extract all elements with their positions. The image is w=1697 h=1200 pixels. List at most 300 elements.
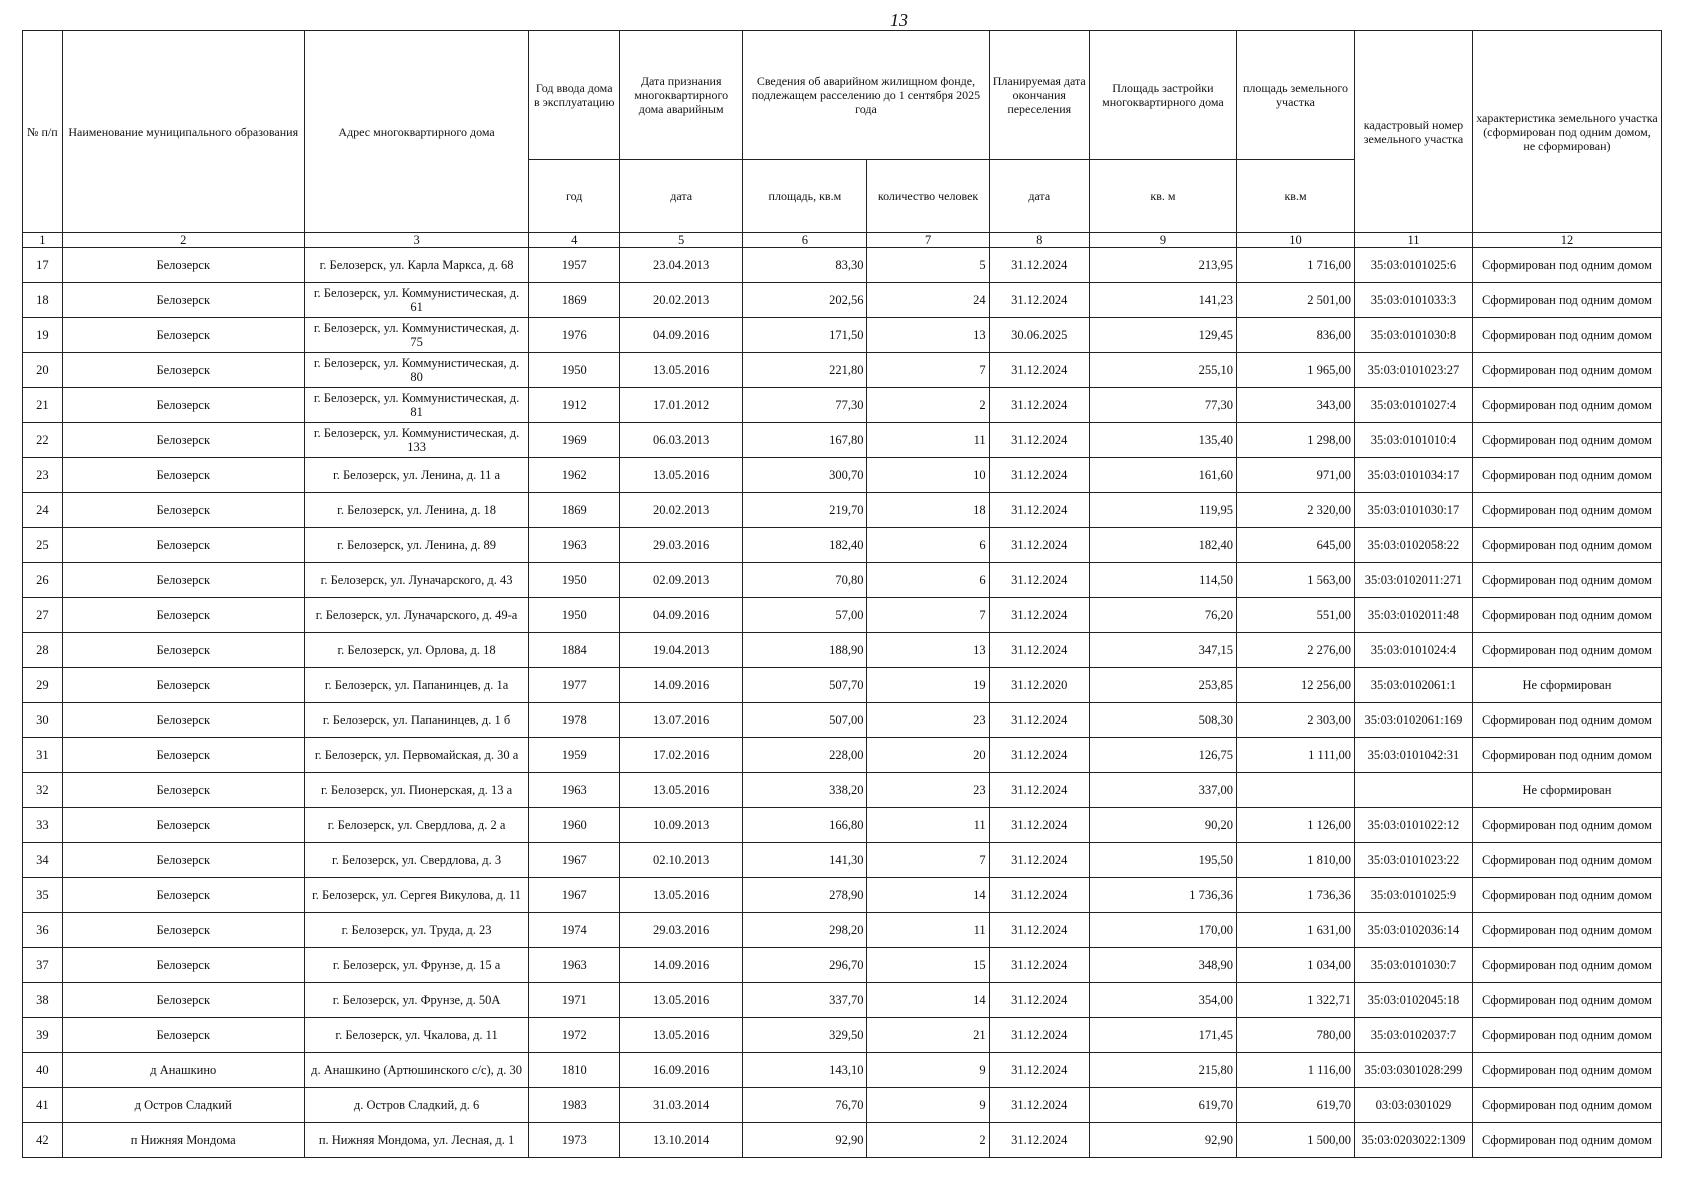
date-cell: 13.05.2016 — [620, 773, 743, 808]
municipality-cell: Белозерск — [62, 353, 304, 388]
address-cell: г. Белозерск, ул. Труда, д. 23 — [304, 913, 528, 948]
land-area-cell: 343,00 — [1237, 388, 1355, 423]
planned-date-cell: 31.12.2024 — [989, 948, 1089, 983]
area-cell: 182,40 — [743, 528, 867, 563]
column-number-row — [23, 233, 1662, 248]
cadastral-cell: 35:03:0101023:22 — [1354, 843, 1472, 878]
table-row — [23, 1123, 1662, 1158]
people-cell: 13 — [867, 318, 989, 353]
land-char-cell: Сформирован под одним домом — [1472, 1123, 1661, 1158]
address-cell: г. Белозерск, ул. Первомайская, д. 30 а — [304, 738, 528, 773]
address-cell: г. Белозерск, ул. Луначарского, д. 43 — [304, 563, 528, 598]
building-area-cell: 213,95 — [1089, 248, 1236, 283]
people-cell: 6 — [867, 528, 989, 563]
land-area-cell: 971,00 — [1237, 458, 1355, 493]
address-cell: г. Белозерск, ул. Луначарского, д. 49-а — [304, 598, 528, 633]
land-char-cell: Сформирован под одним домом — [1472, 598, 1661, 633]
land-char-cell: Сформирован под одним домом — [1472, 948, 1661, 983]
area-cell: 92,90 — [743, 1123, 867, 1158]
address-cell: г. Белозерск, ул. Орлова, д. 18 — [304, 633, 528, 668]
year-cell: 1976 — [529, 318, 620, 353]
building-area-cell: 77,30 — [1089, 388, 1236, 423]
planned-date-cell: 31.12.2024 — [989, 738, 1089, 773]
table-row — [23, 388, 1662, 423]
planned-date-cell: 31.12.2024 — [989, 493, 1089, 528]
year-cell: 1884 — [529, 633, 620, 668]
column-number: 9 — [1089, 233, 1236, 248]
year-cell: 1959 — [529, 738, 620, 773]
planned-date-cell: 31.12.2024 — [989, 353, 1089, 388]
building-area-cell: 170,00 — [1089, 913, 1236, 948]
municipality-cell: Белозерск — [62, 738, 304, 773]
land-area-cell: 1 563,00 — [1237, 563, 1355, 598]
land-char-cell: Сформирован под одним домом — [1472, 388, 1661, 423]
land-area-cell: 1 111,00 — [1237, 738, 1355, 773]
people-cell: 9 — [867, 1088, 989, 1123]
planned-date-cell: 31.12.2024 — [989, 808, 1089, 843]
land-area-cell: 1 736,36 — [1237, 878, 1355, 913]
land-char-cell: Сформирован под одним домом — [1472, 1018, 1661, 1053]
municipality-cell: д Остров Сладкий — [62, 1088, 304, 1123]
date-cell: 19.04.2013 — [620, 633, 743, 668]
table-body — [23, 248, 1662, 1158]
land-area-cell: 1 500,00 — [1237, 1123, 1355, 1158]
land-char-cell: Сформирован под одним домом — [1472, 283, 1661, 318]
municipality-cell: Белозерск — [62, 388, 304, 423]
year-cell: 1957 — [529, 248, 620, 283]
year-cell: 1977 — [529, 668, 620, 703]
municipality-cell: Белозерск — [62, 668, 304, 703]
cadastral-cell: 35:03:0301028:299 — [1354, 1053, 1472, 1088]
area-cell: 329,50 — [743, 1018, 867, 1053]
date-cell: 20.02.2013 — [620, 283, 743, 318]
row-number: 24 — [23, 493, 63, 528]
municipality-cell: Белозерск — [62, 878, 304, 913]
table-row — [23, 248, 1662, 283]
address-cell: д. Остров Сладкий, д. 6 — [304, 1088, 528, 1123]
people-cell: 11 — [867, 423, 989, 458]
land-char-cell: Сформирован под одним домом — [1472, 1088, 1661, 1123]
cadastral-cell: 35:03:0203022:1309 — [1354, 1123, 1472, 1158]
building-area-cell: 347,15 — [1089, 633, 1236, 668]
header-num: № п/п — [23, 31, 63, 233]
municipality-cell: Белозерск — [62, 703, 304, 738]
row-number: 37 — [23, 948, 63, 983]
land-area-cell: 836,00 — [1237, 318, 1355, 353]
date-cell: 04.09.2016 — [620, 598, 743, 633]
planned-date-cell: 31.12.2024 — [989, 423, 1089, 458]
municipality-cell: Белозерск — [62, 423, 304, 458]
address-cell: г. Белозерск, ул. Пионерская, д. 13 а — [304, 773, 528, 808]
municipality-cell: Белозерск — [62, 843, 304, 878]
building-area-cell: 354,00 — [1089, 983, 1236, 1018]
area-cell: 202,56 — [743, 283, 867, 318]
address-cell: г. Белозерск, ул. Коммунистическая, д. 81 — [304, 388, 528, 423]
date-cell: 06.03.2013 — [620, 423, 743, 458]
planned-date-cell: 31.12.2024 — [989, 703, 1089, 738]
row-number: 39 — [23, 1018, 63, 1053]
table-row — [23, 738, 1662, 773]
date-cell: 29.03.2016 — [620, 528, 743, 563]
header-fund: Сведения об аварийном жилищном фонде, подлежащем расселению до 1 сентября 2025 года — [743, 31, 989, 160]
emergency-housing-table — [22, 30, 1662, 1158]
table-row — [23, 423, 1662, 458]
date-cell: 29.03.2016 — [620, 913, 743, 948]
row-number: 28 — [23, 633, 63, 668]
planned-date-cell: 31.12.2024 — [989, 633, 1089, 668]
year-cell: 1962 — [529, 458, 620, 493]
municipality-cell: Белозерск — [62, 983, 304, 1018]
address-cell: д. Анашкино (Артюшинского с/с), д. 30 — [304, 1053, 528, 1088]
row-number: 32 — [23, 773, 63, 808]
municipality-cell: Белозерск — [62, 598, 304, 633]
land-area-cell: 780,00 — [1237, 1018, 1355, 1053]
date-cell: 10.09.2013 — [620, 808, 743, 843]
people-cell: 11 — [867, 808, 989, 843]
table-row — [23, 983, 1662, 1018]
planned-date-cell: 31.12.2024 — [989, 458, 1089, 493]
year-cell: 1950 — [529, 563, 620, 598]
address-cell: г. Белозерск, ул. Папанинцев, д. 1а — [304, 668, 528, 703]
people-cell: 19 — [867, 668, 989, 703]
column-number: 5 — [620, 233, 743, 248]
cadastral-cell: 35:03:0101022:12 — [1354, 808, 1472, 843]
land-char-cell: Сформирован под одним домом — [1472, 983, 1661, 1018]
date-cell: 13.05.2016 — [620, 353, 743, 388]
cadastral-cell: 35:03:0102061:1 — [1354, 668, 1472, 703]
address-cell: г. Белозерск, ул. Коммунистическая, д. 61 — [304, 283, 528, 318]
row-number: 19 — [23, 318, 63, 353]
subheader-year: год — [529, 160, 620, 233]
land-area-cell: 1 126,00 — [1237, 808, 1355, 843]
table-row — [23, 528, 1662, 563]
planned-date-cell: 31.12.2020 — [989, 668, 1089, 703]
area-cell: 70,80 — [743, 563, 867, 598]
people-cell: 18 — [867, 493, 989, 528]
area-cell: 296,70 — [743, 948, 867, 983]
area-cell: 300,70 — [743, 458, 867, 493]
land-area-cell: 1 716,00 — [1237, 248, 1355, 283]
planned-date-cell: 31.12.2024 — [989, 843, 1089, 878]
land-area-cell: 2 276,00 — [1237, 633, 1355, 668]
land-char-cell: Сформирован под одним домом — [1472, 318, 1661, 353]
address-cell: г. Белозерск, ул. Свердлова, д. 3 — [304, 843, 528, 878]
land-area-cell: 645,00 — [1237, 528, 1355, 563]
planned-date-cell: 31.12.2024 — [989, 1088, 1089, 1123]
year-cell: 1983 — [529, 1088, 620, 1123]
cadastral-cell: 35:03:0102058:22 — [1354, 528, 1472, 563]
land-char-cell: Сформирован под одним домом — [1472, 353, 1661, 388]
municipality-cell: Белозерск — [62, 458, 304, 493]
year-cell: 1971 — [529, 983, 620, 1018]
building-area-cell: 161,60 — [1089, 458, 1236, 493]
row-number: 41 — [23, 1088, 63, 1123]
row-number: 17 — [23, 248, 63, 283]
building-area-cell: 126,75 — [1089, 738, 1236, 773]
land-char-cell: Сформирован под одним домом — [1472, 913, 1661, 948]
municipality-cell: Белозерск — [62, 948, 304, 983]
column-number: 11 — [1354, 233, 1472, 248]
land-area-cell: 1 034,00 — [1237, 948, 1355, 983]
municipality-cell: п Нижняя Мондома — [62, 1123, 304, 1158]
municipality-cell: Белозерск — [62, 493, 304, 528]
building-area-cell: 215,80 — [1089, 1053, 1236, 1088]
date-cell: 13.10.2014 — [620, 1123, 743, 1158]
building-area-cell: 195,50 — [1089, 843, 1236, 878]
cadastral-cell: 35:03:0101030:7 — [1354, 948, 1472, 983]
date-cell: 02.10.2013 — [620, 843, 743, 878]
land-char-cell: Сформирован под одним домом — [1472, 248, 1661, 283]
row-number: 18 — [23, 283, 63, 318]
address-cell: г. Белозерск, ул. Фрунзе, д. 15 а — [304, 948, 528, 983]
planned-date-cell: 31.12.2024 — [989, 913, 1089, 948]
row-number: 38 — [23, 983, 63, 1018]
land-char-cell: Не сформирован — [1472, 773, 1661, 808]
cadastral-cell: 03:03:0301029 — [1354, 1088, 1472, 1123]
land-area-cell: 1 116,00 — [1237, 1053, 1355, 1088]
planned-date-cell: 31.12.2024 — [989, 878, 1089, 913]
cadastral-cell: 35:03:0102045:18 — [1354, 983, 1472, 1018]
date-cell: 04.09.2016 — [620, 318, 743, 353]
year-cell: 1973 — [529, 1123, 620, 1158]
area-cell: 171,50 — [743, 318, 867, 353]
land-char-cell: Сформирован под одним домом — [1472, 458, 1661, 493]
header-date-emergency: Дата признания многоквартирного дома аварийным — [620, 31, 743, 160]
row-number: 35 — [23, 878, 63, 913]
people-cell: 24 — [867, 283, 989, 318]
cadastral-cell: 35:03:0101034:17 — [1354, 458, 1472, 493]
address-cell: г. Белозерск, ул. Коммунистическая, д. 80 — [304, 353, 528, 388]
subheader-people: количество человек — [867, 160, 989, 233]
land-area-cell: 1 298,00 — [1237, 423, 1355, 458]
table-row — [23, 633, 1662, 668]
building-area-cell: 255,10 — [1089, 353, 1236, 388]
area-cell: 167,80 — [743, 423, 867, 458]
column-number: 3 — [304, 233, 528, 248]
land-char-cell: Сформирован под одним домом — [1472, 493, 1661, 528]
table-row — [23, 913, 1662, 948]
address-cell: г. Белозерск, ул. Папанинцев, д. 1 б — [304, 703, 528, 738]
building-area-cell: 182,40 — [1089, 528, 1236, 563]
date-cell: 17.02.2016 — [620, 738, 743, 773]
date-cell: 16.09.2016 — [620, 1053, 743, 1088]
people-cell: 10 — [867, 458, 989, 493]
land-char-cell: Сформирован под одним домом — [1472, 703, 1661, 738]
land-area-cell: 1 322,71 — [1237, 983, 1355, 1018]
table-row — [23, 318, 1662, 353]
land-area-cell: 12 256,00 — [1237, 668, 1355, 703]
table-row — [23, 458, 1662, 493]
subheader-date: дата — [620, 160, 743, 233]
cadastral-cell: 35:03:0101042:31 — [1354, 738, 1472, 773]
area-cell: 77,30 — [743, 388, 867, 423]
address-cell: п. Нижняя Мондома, ул. Лесная, д. 1 — [304, 1123, 528, 1158]
people-cell: 7 — [867, 843, 989, 878]
year-cell: 1912 — [529, 388, 620, 423]
area-cell: 83,30 — [743, 248, 867, 283]
subheader-planned: дата — [989, 160, 1089, 233]
year-cell: 1978 — [529, 703, 620, 738]
area-cell: 278,90 — [743, 878, 867, 913]
column-number: 7 — [867, 233, 989, 248]
people-cell: 2 — [867, 388, 989, 423]
land-area-cell: 2 303,00 — [1237, 703, 1355, 738]
people-cell: 20 — [867, 738, 989, 773]
building-area-cell: 129,45 — [1089, 318, 1236, 353]
date-cell: 13.05.2016 — [620, 983, 743, 1018]
address-cell: г. Белозерск, ул. Карла Маркса, д. 68 — [304, 248, 528, 283]
area-cell: 143,10 — [743, 1053, 867, 1088]
date-cell: 13.05.2016 — [620, 878, 743, 913]
cadastral-cell: 35:03:0102011:271 — [1354, 563, 1472, 598]
building-area-cell: 92,90 — [1089, 1123, 1236, 1158]
row-number: 21 — [23, 388, 63, 423]
row-number: 27 — [23, 598, 63, 633]
table-row — [23, 668, 1662, 703]
address-cell: г. Белозерск, ул. Ленина, д. 11 а — [304, 458, 528, 493]
cadastral-cell: 35:03:0101025:9 — [1354, 878, 1472, 913]
cadastral-cell: 35:03:0101025:6 — [1354, 248, 1472, 283]
header-municipality: Наименование муниципального образования — [62, 31, 304, 233]
area-cell: 141,30 — [743, 843, 867, 878]
building-area-cell: 348,90 — [1089, 948, 1236, 983]
row-number: 42 — [23, 1123, 63, 1158]
column-number: 10 — [1237, 233, 1355, 248]
date-cell: 23.04.2013 — [620, 248, 743, 283]
land-char-cell: Сформирован под одним домом — [1472, 808, 1661, 843]
address-cell: г. Белозерск, ул. Ленина, д. 89 — [304, 528, 528, 563]
area-cell: 507,70 — [743, 668, 867, 703]
area-cell: 166,80 — [743, 808, 867, 843]
cadastral-cell: 35:03:0101027:4 — [1354, 388, 1472, 423]
land-area-cell: 619,70 — [1237, 1088, 1355, 1123]
cadastral-cell: 35:03:0102011:48 — [1354, 598, 1472, 633]
people-cell: 23 — [867, 773, 989, 808]
building-area-cell: 90,20 — [1089, 808, 1236, 843]
year-cell: 1969 — [529, 423, 620, 458]
column-number: 8 — [989, 233, 1089, 248]
planned-date-cell: 31.12.2024 — [989, 598, 1089, 633]
table-row — [23, 843, 1662, 878]
municipality-cell: Белозерск — [62, 248, 304, 283]
year-cell: 1972 — [529, 1018, 620, 1053]
table-row — [23, 948, 1662, 983]
page-number: 13 — [890, 10, 908, 30]
municipality-cell: Белозерск — [62, 1018, 304, 1053]
table-row — [23, 703, 1662, 738]
municipality-cell: Белозерск — [62, 633, 304, 668]
land-area-cell: 1 965,00 — [1237, 353, 1355, 388]
cadastral-cell: 35:03:0101010:4 — [1354, 423, 1472, 458]
year-cell: 1869 — [529, 283, 620, 318]
planned-date-cell: 30.06.2025 — [989, 318, 1089, 353]
year-cell: 1974 — [529, 913, 620, 948]
year-cell: 1963 — [529, 528, 620, 563]
area-cell: 228,00 — [743, 738, 867, 773]
address-cell: г. Белозерск, ул. Чкалова, д. 11 — [304, 1018, 528, 1053]
date-cell: 02.09.2013 — [620, 563, 743, 598]
area-cell: 337,70 — [743, 983, 867, 1018]
land-char-cell: Сформирован под одним домом — [1472, 878, 1661, 913]
table-row — [23, 493, 1662, 528]
cadastral-cell: 35:03:0101030:17 — [1354, 493, 1472, 528]
land-area-cell: 2 501,00 — [1237, 283, 1355, 318]
address-cell: г. Белозерск, ул. Сергея Викулова, д. 11 — [304, 878, 528, 913]
date-cell: 17.01.2012 — [620, 388, 743, 423]
address-cell: г. Белозерск, ул. Коммунистическая, д. 75 — [304, 318, 528, 353]
date-cell: 14.09.2016 — [620, 948, 743, 983]
cadastral-cell: 35:03:0102037:7 — [1354, 1018, 1472, 1053]
land-char-cell: Сформирован под одним домом — [1472, 528, 1661, 563]
column-number: 1 — [23, 233, 63, 248]
date-cell: 13.05.2016 — [620, 1018, 743, 1053]
building-area-cell: 508,30 — [1089, 703, 1236, 738]
year-cell: 1967 — [529, 878, 620, 913]
row-number: 31 — [23, 738, 63, 773]
table-row — [23, 878, 1662, 913]
row-number: 20 — [23, 353, 63, 388]
people-cell: 13 — [867, 633, 989, 668]
area-cell: 219,70 — [743, 493, 867, 528]
people-cell: 14 — [867, 983, 989, 1018]
land-char-cell: Сформирован под одним домом — [1472, 423, 1661, 458]
area-cell: 338,20 — [743, 773, 867, 808]
building-area-cell: 253,85 — [1089, 668, 1236, 703]
year-cell: 1963 — [529, 948, 620, 983]
table-row — [23, 283, 1662, 318]
row-number: 34 — [23, 843, 63, 878]
planned-date-cell: 31.12.2024 — [989, 1018, 1089, 1053]
table-row — [23, 1018, 1662, 1053]
people-cell: 15 — [867, 948, 989, 983]
building-area-cell: 1 736,36 — [1089, 878, 1236, 913]
subheader-area: площадь, кв.м — [743, 160, 867, 233]
cadastral-cell: 35:03:0102036:14 — [1354, 913, 1472, 948]
municipality-cell: Белозерск — [62, 283, 304, 318]
land-area-cell: 2 320,00 — [1237, 493, 1355, 528]
land-char-cell: Сформирован под одним домом — [1472, 738, 1661, 773]
people-cell: 5 — [867, 248, 989, 283]
land-char-cell: Сформирован под одним домом — [1472, 843, 1661, 878]
subheader-land-unit: кв.м — [1237, 160, 1355, 233]
address-cell: г. Белозерск, ул. Свердлова, д. 2 а — [304, 808, 528, 843]
municipality-cell: Белозерск — [62, 563, 304, 598]
planned-date-cell: 31.12.2024 — [989, 1123, 1089, 1158]
people-cell: 7 — [867, 598, 989, 633]
row-number: 25 — [23, 528, 63, 563]
header-land-char: характеристика земельного участка (сформирован под одним домом, не сформирован) — [1472, 31, 1661, 233]
date-cell: 20.02.2013 — [620, 493, 743, 528]
people-cell: 7 — [867, 353, 989, 388]
area-cell: 298,20 — [743, 913, 867, 948]
year-cell: 1950 — [529, 353, 620, 388]
people-cell: 2 — [867, 1123, 989, 1158]
column-number: 6 — [743, 233, 867, 248]
planned-date-cell: 31.12.2024 — [989, 983, 1089, 1018]
row-number: 36 — [23, 913, 63, 948]
land-area-cell — [1237, 773, 1355, 808]
planned-date-cell: 31.12.2024 — [989, 563, 1089, 598]
cadastral-cell: 35:03:0102061:169 — [1354, 703, 1472, 738]
land-area-cell: 551,00 — [1237, 598, 1355, 633]
row-number: 29 — [23, 668, 63, 703]
building-area-cell: 135,40 — [1089, 423, 1236, 458]
header-building-area: Площадь застройки многоквартирного дома — [1089, 31, 1236, 160]
column-number: 4 — [529, 233, 620, 248]
building-area-cell: 119,95 — [1089, 493, 1236, 528]
header-planned: Планируемая дата окончания переселения — [989, 31, 1089, 160]
cadastral-cell — [1354, 773, 1472, 808]
